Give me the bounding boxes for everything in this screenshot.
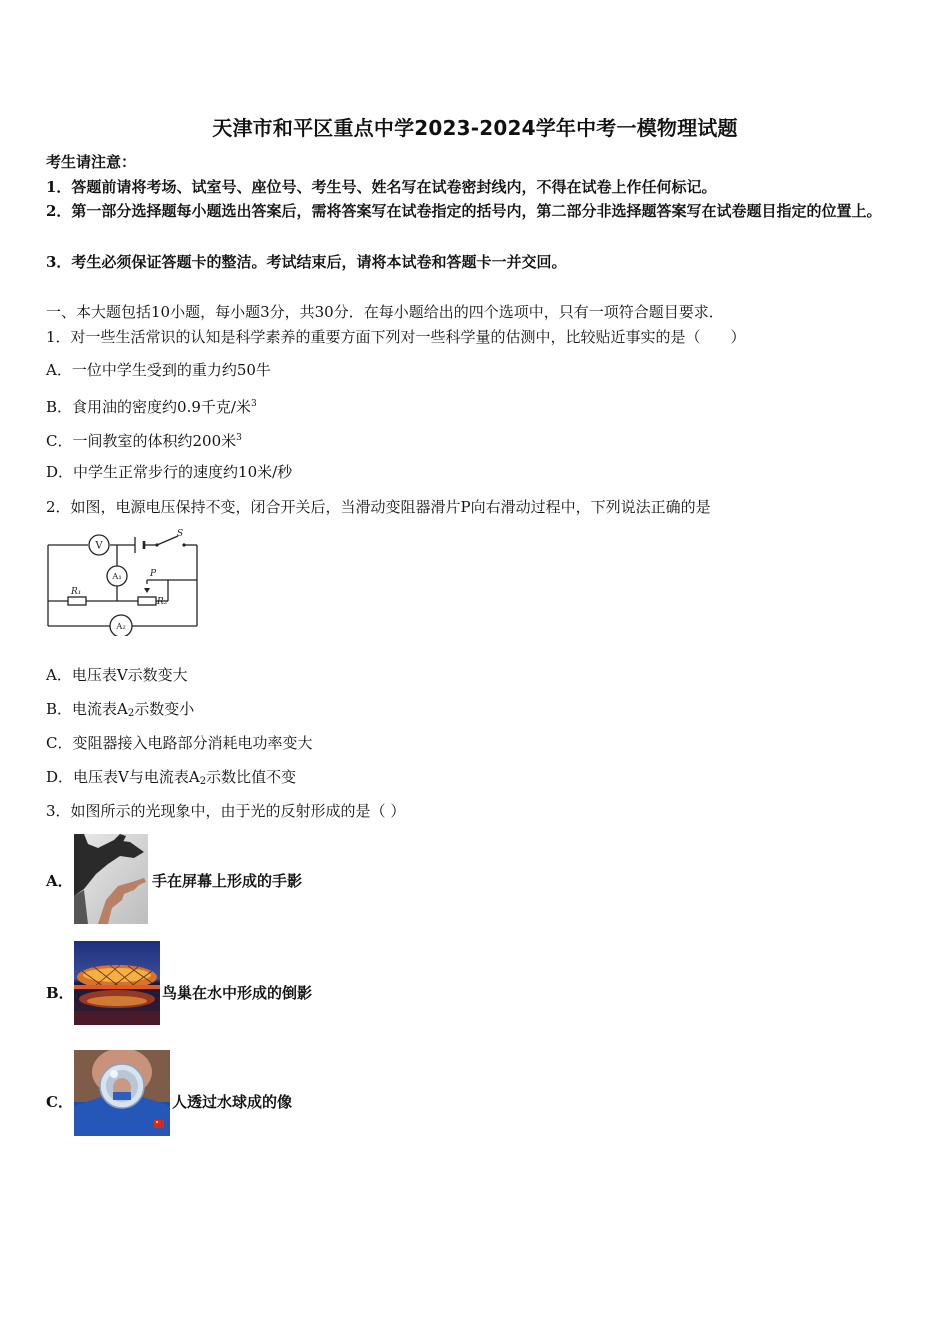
q3-option-a: [46, 834, 446, 926]
q1-stem: 1．对一些生活常识的认知是科学素养的重要方面下列对一些科学量的估测中，比较贴近事实的是（ ）: [46, 328, 746, 346]
ammeter-a2-label: A₂: [116, 622, 126, 632]
q3-option-b-caption: 鸟巢在水中形成的倒影: [162, 984, 313, 1002]
birds-nest-reflection-image: [74, 941, 160, 1025]
q2-option-b-sub: 2: [127, 708, 135, 719]
q1-option-c: [46, 428, 242, 451]
q1-option-c-sup: 3: [236, 433, 242, 443]
q2-stem: 2．如图，电源电压保持不变，闭合开关后，当滑动变阻器滑片P向右滑动过程中，下列说法正确的是: [46, 498, 711, 516]
q2-option-b: [46, 699, 194, 724]
q3-option-b: [46, 941, 446, 1033]
q3-option-c: [46, 1050, 446, 1142]
q2-option-a: A．电压表V示数变大: [46, 666, 188, 684]
q1-option-b: [46, 394, 257, 417]
q2-option-b-pre: B．电流表A: [46, 700, 128, 718]
page-title: 天津市和平区重点中学2023-2024学年中考一模物理试题: [212, 116, 738, 140]
q2-option-b-post: 示数变小: [134, 700, 195, 718]
switch-label: S: [177, 529, 184, 539]
q1-option-c-text: C．一间教室的体积约200米: [46, 432, 237, 450]
q3-option-c-letter: C．: [46, 1093, 73, 1111]
slider-label: P: [150, 569, 157, 579]
q3-option-c-caption: 人透过水球成的像: [172, 1093, 293, 1111]
q2-option-c: C．变阻器接入电路部分消耗电功率变大: [46, 734, 313, 752]
voltmeter-label: V: [95, 540, 103, 552]
notice-item-2: 2．第一部分选择题每小题选出答案后，需将答案写在试卷指定的括号内，第二部分非选择题答案写在试卷题目指定的位置上。: [46, 202, 882, 220]
q3-stem: 3．如图所示的光现象中，由于光的反射形成的是（ ）: [46, 802, 406, 820]
resistor-r1-label: R₁: [71, 587, 82, 597]
q2-option-d-pre: D．电压表V与电流表A: [46, 768, 200, 786]
notice-heading: 考生请注意：: [46, 153, 137, 171]
notice-item-3: 3．考生必须保证答题卡的整洁。考试结束后，请将本试卷和答题卡一并交回。: [46, 253, 567, 271]
resistor-r2-label: R₂: [157, 597, 168, 607]
q2-option-d-post: 示数比值不变: [206, 768, 297, 786]
circuit-diagram: [44, 528, 206, 636]
q3-option-b-letter: B．: [46, 984, 74, 1002]
ammeter-a1-label: A₁: [112, 572, 122, 582]
q1-option-a: A．一位中学生受到的重力约50牛: [46, 361, 271, 379]
q2-option-d-sub: 2: [199, 776, 207, 787]
q1-option-b-sup: 3: [250, 399, 257, 409]
water-ball-image: [74, 1050, 170, 1136]
notice-item-1: 1．答题前请将考场、试室号、座位号、考生号、姓名写在试卷密封线内，不得在试卷上作任何标记。: [46, 178, 717, 196]
q1-option-b-text: B．食用油的密度约0.9千克/米: [46, 398, 251, 416]
section-instructions: 一、本大题包括10小题，每小题3分，共30分．在每小题给出的四个选项中，只有一项符合题目要求．: [46, 303, 724, 321]
q3-option-a-letter: A．: [46, 872, 73, 890]
q3-option-a-caption: 手在屏幕上形成的手影: [152, 872, 303, 890]
q2-option-d: [46, 767, 296, 792]
q1-option-d: D．中学生正常步行的速度约10米/秒: [46, 463, 293, 481]
hand-shadow-image: [74, 834, 148, 924]
